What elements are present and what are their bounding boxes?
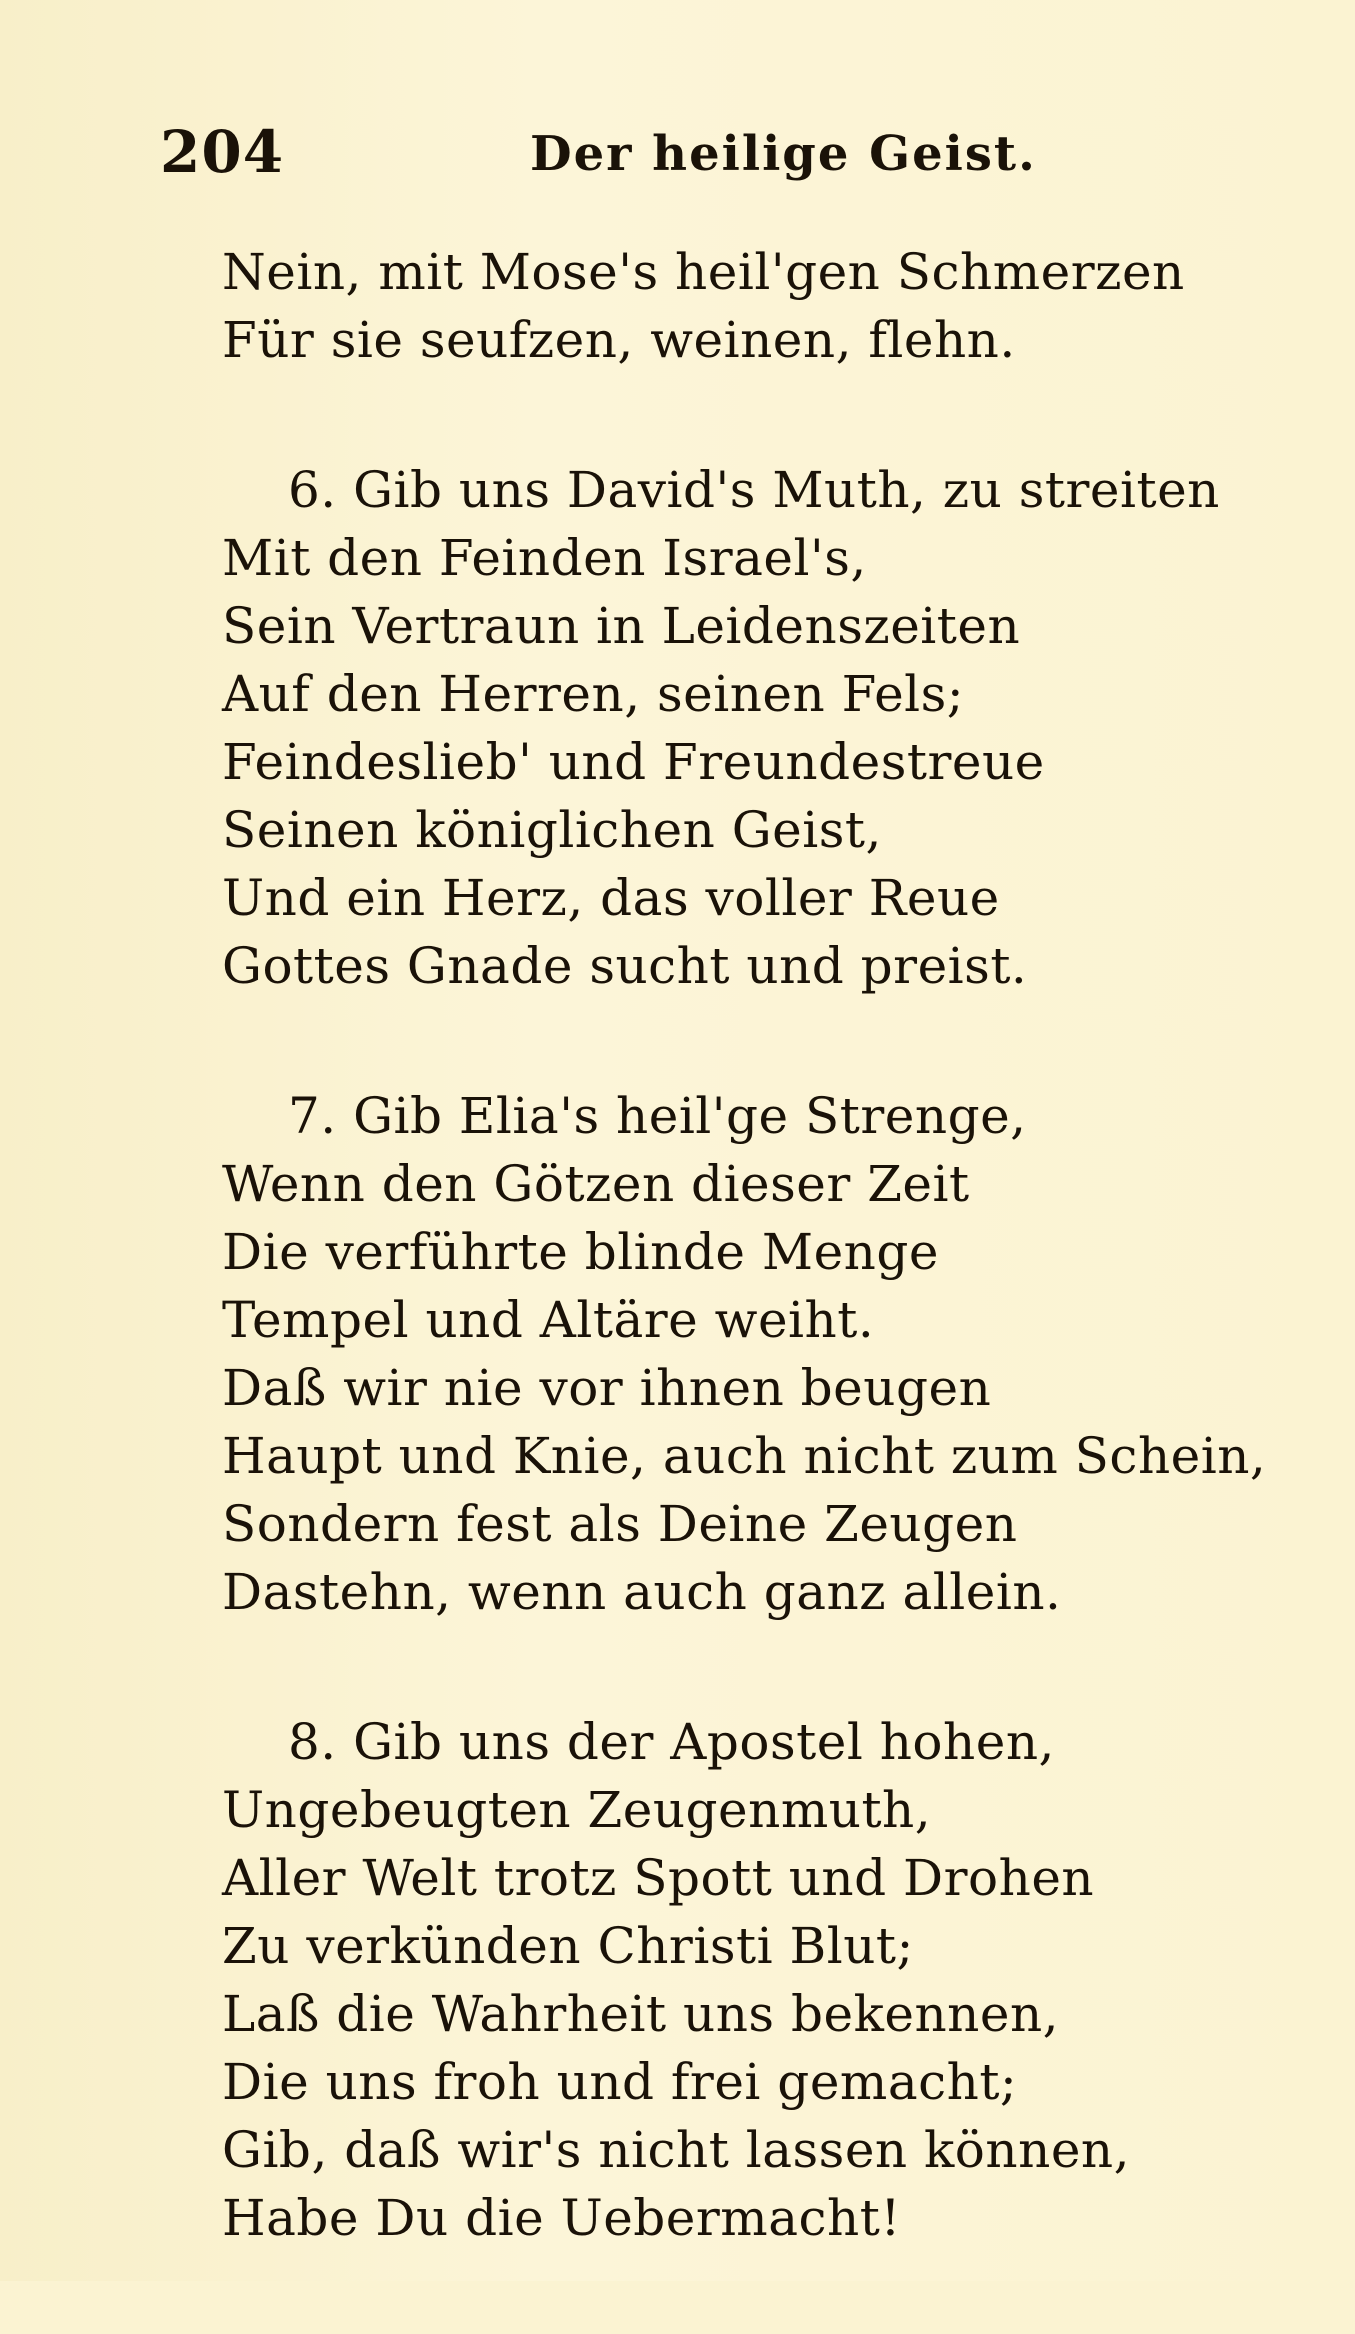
verse-line: Gib, daß wir's nicht lassen können, (222, 2121, 1131, 2179)
stanza-8 (222, 1708, 1302, 2252)
hymn-text (222, 238, 1302, 2334)
stanza-7 (222, 1082, 1302, 1626)
verse-line: 6. Gib uns David's Muth, zu streiten (288, 461, 1220, 519)
verse-line: Auf den Herren, seinen Fels; (222, 665, 965, 723)
stanza-6 (222, 456, 1302, 1000)
verse-line: 7. Gib Elia's heil'ge Strenge, (288, 1087, 1027, 1145)
verse-line: Nein, mit Mose's heil'gen Schmerzen (222, 243, 1185, 301)
verse-line: Tempel und Altäre weiht. (222, 1291, 875, 1349)
verse-line: Aller Welt trotz Spott und Drohen (222, 1849, 1095, 1907)
verse-line: Seinen königlichen Geist, (222, 801, 882, 859)
verse-line: Ungebeugten Zeugenmuth, (222, 1781, 932, 1839)
verse-line: Gottes Gnade sucht und preist. (222, 937, 1028, 995)
page-number: 204 (160, 118, 285, 186)
verse-line: Daß wir nie vor ihnen beugen (222, 1359, 992, 1417)
verse-line: Feindeslieb' und Freundestreue (222, 733, 1045, 791)
verse-line: Und ein Herz, das voller Reue (222, 869, 1000, 927)
running-head: Der heilige Geist. (530, 126, 1037, 182)
verse-line: Mit den Feinden Israel's, (222, 529, 867, 587)
verse-line: Für sie seufzen, weinen, flehn. (222, 311, 1016, 369)
verse-line: Habe Du die Uebermacht! (222, 2189, 901, 2247)
verse-line: Laß die Wahrheit uns bekennen, (222, 1985, 1060, 2043)
verse-line: Zu verkünden Christi Blut; (222, 1917, 914, 1975)
verse-line: Die verführte blinde Menge (222, 1223, 939, 1281)
verse-line: Wenn den Götzen dieser Zeit (222, 1155, 970, 1213)
verse-line: Haupt und Knie, auch nicht zum Schein, (222, 1427, 1267, 1485)
stanza-continuation (222, 238, 1302, 374)
verse-line: 8. Gib uns der Apostel hohen, (288, 1713, 1055, 1771)
verse-line: Die uns froh und frei gemacht; (222, 2053, 1018, 2111)
verse-line: Sondern fest als Deine Zeugen (222, 1495, 1018, 1553)
verse-line: Dastehn, wenn auch ganz allein. (222, 1563, 1062, 1621)
verse-line: Sein Vertraun in Leidenszeiten (222, 597, 1021, 655)
page-header (160, 118, 1260, 188)
